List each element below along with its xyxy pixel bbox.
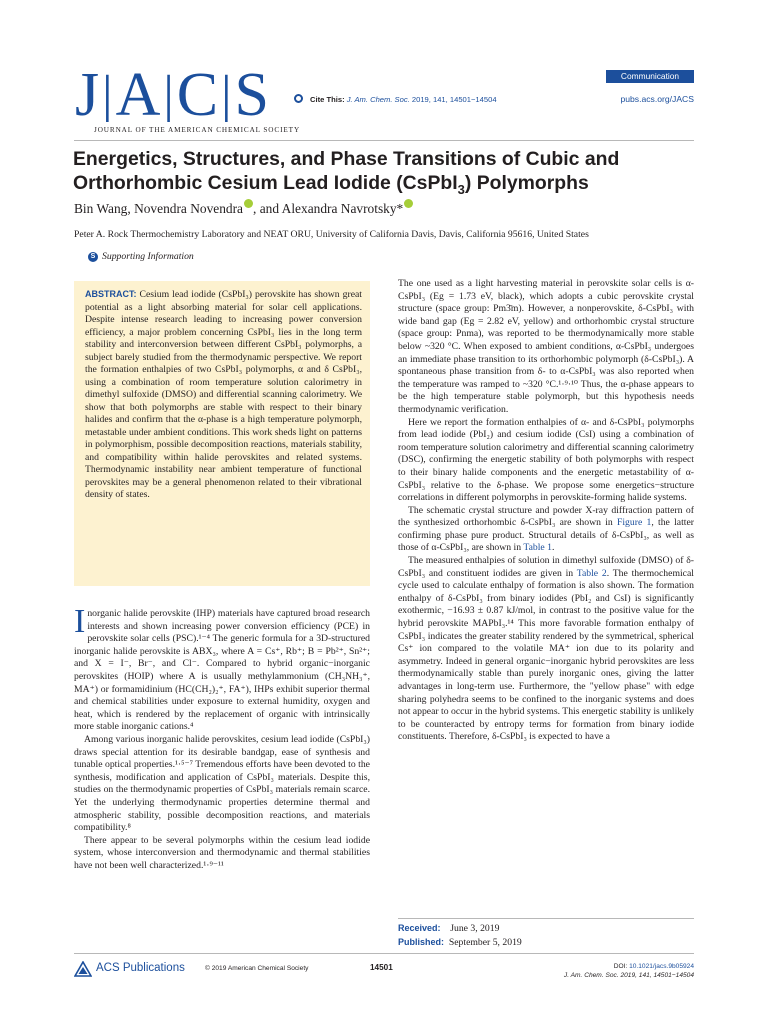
article-type-badge: Communication	[606, 70, 694, 83]
journal-site-link[interactable]: pubs.acs.org/JACS	[620, 94, 694, 104]
received-label: Received:	[398, 923, 441, 933]
published-date: September 5, 2019	[448, 936, 522, 948]
doi-link[interactable]: 10.1021/jacs.9b05924	[629, 963, 694, 970]
cite-journal[interactable]: J. Am. Chem. Soc.	[346, 95, 410, 104]
header-divider	[74, 140, 694, 141]
abstract-text: Cesium lead iodide (CsPbI₃) perovskite has shown great potential as a light absorbing material for solar cell applications. Despite intense research leading to increasing power conversion efficiency, a major problem concerning CsPbI₃ lies in the long term stability and interconversion between different CsPbI₃ polymorphs, a subject barely studied from the thermodynamic perspective. We report the formation enthalpies of two CsPbI₃ polymorphs, α and δ CsPbI₃, using a combination of room temperature solution calorimetry in dimethyl sulfoxide (DMSO) and differential scanning calorimetry. We show that both polymorphs are stable with respect to their binary halides and confirm that the α-phase is a high temperature polymorph, metastable under ambient conditions. This work sheds light on patterns in polymorphism, possible decomposition reactions, materials stability, and compatibility within halide perovskites and related systems. Thermodynamic instability near ambient temperature of functional perovskites may be a general phenomenon related to their vibrational density of states.	[85, 289, 362, 500]
paragraph: Here we report the formation enthalpies of α- and δ-CsPbI₃ polymorphs from lead iodide (PbI₂) and cesium iodide (CsI) using a combination of room temperature solution calorimetry and differential scanning calorimetry (DSC), confirming the energetic stability of both polymorphs with respect to their binary halide components and the energetic metastability of α-CsPbI₃ relative to the δ-phase. We propose some energetics−structure correlations in different polymorphs in perovskite-forming halide systems.	[398, 416, 694, 504]
author-2[interactable]: Novendra Novendra	[134, 201, 244, 216]
cite-this[interactable]	[310, 95, 497, 104]
paragraph: The one used as a light harvesting material in perovskite solar cells is α-CsPbI₃ (Eg = 1.73 eV, black), which adopts a cubic perovskite crystal structure (space group: Pm3̄m). However, a nonperovskite, δ-CsPbI₃ with wide band gap (Eg = 2.82 eV, yellow) and orthorhombic crystal structure (space group: Pnma), was reported to be thermodynamically more stable below ~320 °C. When exposed to ambient conditions, α-CsPbI₃ undergoes an immediate phase transition to its orthorhombic polymorph (δ-CsPbI₃). A spontaneous phase transition from δ- to α-CsPbI₃ was also reported when the temperature was ramped to ~320 °C.¹·⁹·¹⁰ Thus, the α-phase appears to be the high temperature stable polymorph, but this hypothesis needs thermodynamic verification.	[398, 278, 694, 415]
logo-letter-j: J	[75, 61, 101, 129]
paragraph	[398, 505, 694, 555]
paragraph-text: . The thermochemical cycle used to calculate enthalpy of formation is also shown. The formation enthalpy of δ-CsPbI₃ from binary iodides (PbI₂ and CsI) is significantly exothermic, −16.93 ± 0.87 kJ/mol, in contrast to the positive value for the hybrid perovskite MAPbI₃.¹⁴ This more favorable formation enthalpy of CsPbI₃ indicates the greater stability rendered by the symmetrical, spherical Cs⁺ ion compared to the volatile MA⁺ ion due to its polarity and asymmetry. Indeed in general organic−inorganic hybrid perovskites are less thermodynamically stable than purely inorganic ones, giving the latter advantages in long-term use. Furthermore, the "yellow phase" with edge sharing polyhedra seems to be confined to the inorganic systems and does not appear to occur in the hybrid systems. This energetic stability is unlikely to be counteracted by entropy terms for formation from binary iodide constituents. Therefore, δ-CsPbI₃ is expected to have a	[398, 567, 694, 743]
received-date: June 3, 2019	[450, 923, 500, 934]
author-3[interactable]: and Alexandra Navrotsky*	[259, 201, 404, 216]
paragraph-text: , the latter confirming phase pure product. Structural details of δ-CsPbI₃, as well as those of α-CsPbI₃, are shown in	[398, 517, 694, 554]
article-title	[73, 147, 713, 202]
paragraph-text: norganic halide perovskite (IHP) materials have captured broad research interests and shown increasing power conversion efficiency (PCE) in perovskite solar cells (PSC).¹⁻⁴ The generic formula for a 3D-structured inorganic halide perovskite is ABX₃, where A = Cs⁺, Rb⁺; B = Pb²⁺, Sn²⁺; and X = I⁻, Br⁻, and Cl⁻. Compared to hybrid organic−inorganic perovskites (HOIP) where A is usually methylammonium (CH₃NH₃⁺, MA⁺) or formamidinium (HC(CH₂)₂⁺, FA⁺), IHPs exhibit superior thermal and chemical stabilities under exposure to external humidity, oxygen and heat, which is rendered by the replacement of organic with intrinsically more stable inorganic cations.⁴	[74, 608, 370, 733]
logo-letter-a: A	[115, 61, 162, 129]
title-line-1: Energetics, Structures, and Phase Transitions of Cubic and	[73, 148, 620, 170]
doi-block	[520, 962, 694, 980]
page-number: 14501	[370, 963, 393, 972]
paragraph-text: .	[551, 542, 555, 554]
abstract-box	[74, 281, 370, 586]
orcid-icon[interactable]	[404, 199, 413, 208]
abstract-label: ABSTRACT:	[85, 289, 137, 299]
title-line-2-pre: Orthorhombic Cesium Lead Iodide (CsPbI	[73, 172, 458, 194]
paragraph	[74, 603, 370, 734]
logo-letter-c: C	[176, 61, 220, 129]
title-line-2-post: ) Polymorphs	[464, 172, 589, 194]
article-dates	[398, 922, 522, 949]
figure-link[interactable]: Figure 1	[616, 517, 652, 529]
publisher-name[interactable]: ACS Publications	[96, 962, 185, 974]
paragraph-text: The schematic crystal structure and powder X-ray diffraction pattern of the synthesized orthorhombic δ-CsPbI₃ are shown in	[398, 504, 694, 529]
table-link[interactable]: Table 2	[576, 567, 607, 579]
author-list: Bin Wang, Novendra Novendra , and Alexandra Navrotsky*	[74, 199, 413, 217]
paragraph: Among various inorganic halide perovskites, cesium lead iodide (CsPbI₃) draws special attention for its desirable bandgap, ease of synthesis and tunable optical properties.¹·⁵⁻⁷ Tremendous efforts have been devoted to the synthesis, modification and application of CsPbI₃ materials. Despite this, studies on the thermodynamic properties of CsPbI₃ materials remain scarce. Yet the underlying thermodynamic properties determine thermal and atmospheric stability, possible decomposition reactions, and materials compatibility.⁸	[74, 733, 370, 834]
drop-cap: I	[74, 603, 86, 640]
journal-logo: J|A|C|S	[75, 61, 271, 129]
supporting-info-icon[interactable]: S	[88, 252, 98, 262]
copyright: © 2019 American Chemical Society	[205, 965, 309, 972]
published-label: Published:	[398, 936, 445, 947]
affiliation: Peter A. Rock Thermochemistry Laboratory and NEAT ORU, University of California Davis, Davis, California 95616, United States	[74, 229, 589, 240]
paragraph	[398, 555, 694, 744]
orcid-icon[interactable]	[244, 199, 253, 208]
title-subscript: 3	[457, 181, 465, 197]
cite-label: Cite This:	[310, 95, 345, 104]
body-column-right	[398, 278, 694, 744]
supporting-info-link[interactable]: Supporting Information	[102, 251, 194, 262]
table-link[interactable]: Table 1	[523, 542, 552, 554]
logo-letter-s: S	[234, 61, 271, 129]
paragraph-text: The measured enthalpies of solution in dimethyl sulfoxide (DMSO) of δ-CsPbI₃ and constituent iodides are given in	[398, 555, 694, 579]
paragraph: There appear to be several polymorphs within the cesium lead iodide system, whose interconversion and thermodynamic and thermal stabilities have not been well characterized.¹·⁹⁻¹¹	[74, 834, 370, 871]
dates-divider	[398, 918, 694, 919]
acs-logo-icon	[74, 961, 92, 977]
journal-name: JOURNAL OF THE AMERICAN CHEMICAL SOCIETY	[94, 126, 301, 134]
footer-divider	[74, 953, 694, 954]
footer-citation: J. Am. Chem. Soc. 2019, 141, 14501−14504	[563, 972, 694, 979]
cite-details[interactable]: 2019, 141, 14501−14504	[411, 95, 497, 104]
body-column-left	[74, 603, 370, 872]
author-1[interactable]: Bin Wang	[74, 201, 128, 216]
cite-icon	[294, 94, 303, 103]
doi-label: DOI:	[613, 963, 628, 970]
